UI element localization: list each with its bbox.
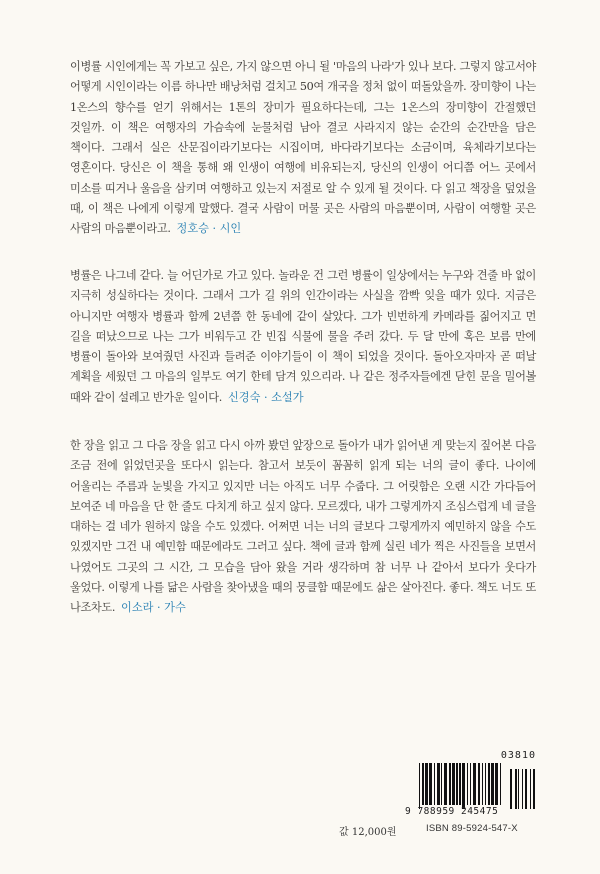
barcode-bar [495, 763, 498, 805]
barcode-bar [449, 763, 451, 805]
barcode-bar [452, 763, 455, 805]
barcode-addon-bar [515, 769, 517, 809]
barcode-addon-bar [522, 769, 523, 809]
barcode-bar [419, 763, 420, 809]
barcode-bar [459, 763, 461, 805]
review-text: 병률은 나그네 같다. 늘 어딘가로 가고 있다. 놀라운 건 그런 병률이 일상에서는 누구와 견줄 바 없이 지극히 성실하다는 것이다. 그래서 그가 길 위의 인간이라는 사실을 깜빡 잊을 때가 있다. 지금은 아니지만 여행자 병률과 함께 2년쯤 한 동네에 같이 살았다. 그가 빈번하게 카메라를 짊어지고 먼 길을 떠났으므로 나는 그가 비워두고 간 빈집 식물에 물을 주러 갔다. 두 달 만에 혹은 보름 만에 병률이 돌아와 보여줬던 사진과 들려준 이야기들이 이 책이 되었을 것이다. 돌아오자마자 곧 떠날 계획을 세웠던 그 마음의 일부도 여기 한테 담겨 있으리라. 나 같은 정주자들에겐 닫힌 문을 밀어볼 때와 같이 설레고 반가운 일이다. [70, 269, 536, 404]
barcode-bar [488, 763, 490, 805]
barcode-bar [425, 763, 428, 805]
barcode-bar [500, 763, 501, 805]
barcode-addon-bar [510, 769, 512, 809]
barcode-number: 9 788959 245475 [405, 806, 499, 817]
barcode-bar [437, 763, 440, 805]
barcode-addon-code: 03810 [500, 750, 536, 761]
barcode-addon-bar [533, 769, 535, 809]
review-jung-hoseung [70, 57, 536, 240]
barcode-bar [473, 763, 476, 805]
barcode-addon-bar [518, 769, 519, 809]
barcode-bar [434, 763, 435, 805]
review-author: 이소라 · 가수 [121, 601, 186, 615]
barcode [418, 750, 536, 809]
isbn: ISBN 89-5924-547-X [426, 823, 518, 834]
review-author: 정호승 · 시인 [176, 222, 242, 236]
barcode-bar [467, 763, 468, 805]
barcode-addon-bar [530, 769, 531, 809]
barcode-bar [491, 763, 494, 805]
barcode-bars [418, 763, 536, 809]
barcode-bar [485, 763, 486, 805]
review-text: 이병률 시인에게는 꼭 가보고 싶은, 가지 않으면 아니 될 '마음의 나라'가 있나 보다. 그렇지 않고서야 어떻게 시인이라는 이름 하나만 배낭처럼 걸치고 50여 개국을 정처 없이 떠돌았을까. 장미향이 나는 1온스의 향수를 얻기 위해서는 1톤의 장미가 필요하다는데, 그는 1온스의 장미향이 간절했던 것일까. 이 책은 여행자의 가슴속에 눈물처럼 남아 결코 사라지지 않는 순간의 순간만을 담은 책이다. 그래서 실은 산문집이라기보다는 시집이며, 바다라기보다는 소금이며, 육체라기보다는 영혼이다. 당신은 이 책을 통해 왜 인생이 여행에 비유되는지, 당신의 인생이 어디쯤 어느 곳에서 미소를 띠거나 울음을 삼키며 여행하고 있는지 저절로 알 수 있게 될 것이다. 다 읽고 책장을 덮었을 때, 이 책은 나에게 이렇게 말했다. 결국 사람이 머물 곳은 사람의 마음뿐이며, 사람이 여행할 곳은 사람의 마음뿐이라고. [70, 60, 536, 236]
review-text: 한 장을 읽고 그 다음 장을 읽고 다시 아까 봤던 앞장으로 돌아가 내가 읽어낸 게 맞는지 짚어본 다음 조금 전에 읽었던곳을 또다시 읽는다. 참고서 보듯이 꼼꼼히 읽게 되는 너의 글이 좋다. 나이에 어울리는 주름과 눈빛을 가지고 있지만 너는 아직도 너무 수줍다. 그 어릿함은 오랜 시간 가다듬어 보여준 네 마음을 단 한 줄도 다치게 하고 싶지 않다. 모르겠다, 내가 그렇게까지 조심스럽게 네 글을 대하는 걸 네가 원하지 않을 수도 있겠다. 어쩌면 너는 너의 글보다 그렇게까지 예민하지 않을 수도 있겠지만 그건 내 예민함 때문에라도 그러고 싶다. 책에 글과 함께 실린 네가 찍은 사진들을 보면서 나였어도 그곳의 그 시간, 그 모습을 담아 왔을 거라 생각하며 참 너무 나 같아서 보다가 웃다가 울었다. 이렇게 나를 닮은 사람을 찾아냈을 때의 뭉클함 때문에도 삶은 살아진다. 좋다. 책도 너도 또 나조차도. [70, 439, 536, 615]
review-shin-kyungsook [70, 266, 536, 408]
review-lee-sora [70, 436, 536, 619]
barcode-bar [441, 763, 442, 805]
barcode-bar [444, 763, 447, 805]
barcode-bar [429, 763, 432, 805]
barcode-bar [482, 763, 483, 805]
barcode-bar [456, 763, 458, 805]
review-author: 신경숙 · 소설가 [227, 390, 304, 404]
barcode-bar [478, 763, 480, 805]
price: 값 12,000원 [339, 827, 397, 838]
barcode-bar [462, 763, 465, 809]
barcode-bar [422, 763, 424, 805]
barcode-bar [470, 763, 471, 805]
barcode-addon-bar [525, 769, 527, 809]
